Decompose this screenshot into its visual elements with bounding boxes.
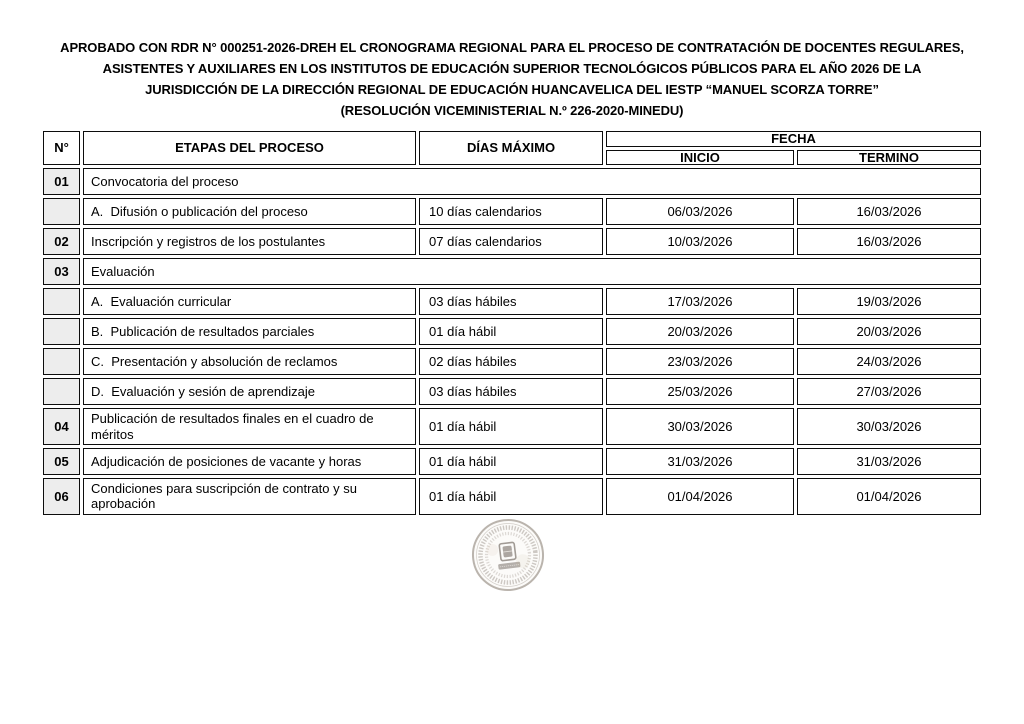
row-number-cell: 02 xyxy=(43,228,80,255)
official-seal-stamp xyxy=(463,510,552,599)
table-row-01 xyxy=(43,168,981,195)
row-number-cell: 01 xyxy=(43,168,80,195)
cronograma-table xyxy=(40,128,984,518)
column-header-termino: TERMINO xyxy=(797,150,981,166)
etapa-cell: D. Evaluación y sesión de aprendizaje xyxy=(83,378,416,405)
etapa-cell: Publicación de resultados finales en el cuadro de méritos xyxy=(83,408,416,445)
dias-cell: 02 días hábiles xyxy=(419,348,603,375)
fecha-termino-cell: 19/03/2026 xyxy=(797,288,981,315)
fecha-inicio-cell: 06/03/2026 xyxy=(606,198,794,225)
table-row-02 xyxy=(43,228,981,255)
table-row-05 xyxy=(43,448,981,475)
dias-cell: 07 días calendarios xyxy=(419,228,603,255)
document-title-line-3: JURISDICCIÓN DE LA DIRECCIÓN REGIONAL DE EDUCACIÓN HUANCAVELICA DEL IESTP “MANUEL SCORZA TORRE” xyxy=(145,82,879,97)
document-header xyxy=(0,37,1024,121)
row-number-cell: 04 xyxy=(43,408,80,445)
fecha-termino-cell: 24/03/2026 xyxy=(797,348,981,375)
dias-cell: 03 días hábiles xyxy=(419,378,603,405)
document-title-line-4: (RESOLUCIÓN VICEMINISTERIAL N.º 226-2020-MINEDU) xyxy=(340,103,684,118)
dias-cell: 03 días hábiles xyxy=(419,288,603,315)
column-header-dias: DÍAS MÁXIMO xyxy=(419,131,603,165)
fecha-termino-cell: 20/03/2026 xyxy=(797,318,981,345)
etapa-cell: A. Evaluación curricular xyxy=(83,288,416,315)
table-row-03a xyxy=(43,288,981,315)
fecha-inicio-cell: 23/03/2026 xyxy=(606,348,794,375)
fecha-inicio-cell: 10/03/2026 xyxy=(606,228,794,255)
column-header-etapas: ETAPAS DEL PROCESO xyxy=(83,131,416,165)
etapa-cell: A. Difusión o publicación del proceso xyxy=(83,198,416,225)
fecha-termino-cell: 01/04/2026 xyxy=(797,478,981,515)
dias-cell: 01 día hábil xyxy=(419,478,603,515)
etapa-cell: Condiciones para suscripción de contrato y su aprobación xyxy=(83,478,416,515)
etapa-cell: Inscripción y registros de los postulantes xyxy=(83,228,416,255)
row-number-cell xyxy=(43,348,80,375)
etapa-cell: Adjudicación de posiciones de vacante y horas xyxy=(83,448,416,475)
fecha-inicio-cell: 25/03/2026 xyxy=(606,378,794,405)
table-header-row-top xyxy=(43,131,981,147)
dias-cell: 01 día hábil xyxy=(419,318,603,345)
etapa-cell: Convocatoria del proceso xyxy=(83,168,981,195)
fecha-inicio-cell: 30/03/2026 xyxy=(606,408,794,445)
official-round-seal-icon xyxy=(463,510,552,599)
document-title-line-1: APROBADO CON RDR N° 000251-2026-DREH EL CRONOGRAMA REGIONAL PARA EL PROCESO DE CONTRATACIÓN DE DOCENTES REGULARES, xyxy=(60,40,964,55)
row-number-cell: 05 xyxy=(43,448,80,475)
fecha-inicio-cell: 01/04/2026 xyxy=(606,478,794,515)
etapa-cell: Evaluación xyxy=(83,258,981,285)
fecha-inicio-cell: 31/03/2026 xyxy=(606,448,794,475)
fecha-termino-cell: 31/03/2026 xyxy=(797,448,981,475)
fecha-inicio-cell: 20/03/2026 xyxy=(606,318,794,345)
dias-cell: 01 día hábil xyxy=(419,408,603,445)
fecha-termino-cell: 30/03/2026 xyxy=(797,408,981,445)
fecha-termino-cell: 16/03/2026 xyxy=(797,198,981,225)
column-header-num: N° xyxy=(43,131,80,165)
dias-cell: 10 días calendarios xyxy=(419,198,603,225)
table-row-06 xyxy=(43,478,981,515)
row-number-cell xyxy=(43,198,80,225)
etapa-cell: B. Publicación de resultados parciales xyxy=(83,318,416,345)
table-row-03 xyxy=(43,258,981,285)
row-number-cell: 03 xyxy=(43,258,80,285)
column-header-inicio: INICIO xyxy=(606,150,794,166)
row-number-cell: 06 xyxy=(43,478,80,515)
fecha-termino-cell: 16/03/2026 xyxy=(797,228,981,255)
table-row-03b xyxy=(43,318,981,345)
dias-cell: 01 día hábil xyxy=(419,448,603,475)
row-number-cell xyxy=(43,318,80,345)
etapa-cell: C. Presentación y absolución de reclamos xyxy=(83,348,416,375)
row-number-cell xyxy=(43,288,80,315)
table-row-04 xyxy=(43,408,981,445)
column-header-fecha: FECHA xyxy=(606,131,981,147)
table-row-03d xyxy=(43,378,981,405)
document-title-line-2: ASISTENTES Y AUXILIARES EN LOS INSTITUTOS DE EDUCACIÓN SUPERIOR TECNOLÓGICOS PÚBLICOS PARA EL AÑO 2026 DE LA xyxy=(102,61,922,76)
table-row-03c xyxy=(43,348,981,375)
table-row-01a xyxy=(43,198,981,225)
row-number-cell xyxy=(43,378,80,405)
fecha-termino-cell: 27/03/2026 xyxy=(797,378,981,405)
fecha-inicio-cell: 17/03/2026 xyxy=(606,288,794,315)
